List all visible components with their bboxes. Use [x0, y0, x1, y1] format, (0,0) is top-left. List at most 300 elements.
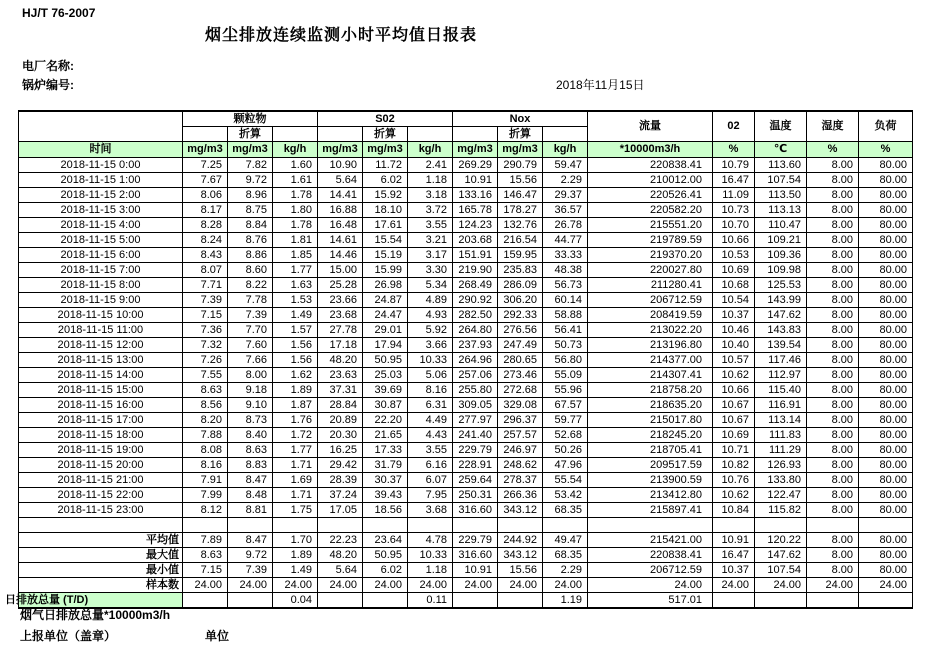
table-cell: 8.00: [807, 203, 859, 218]
table-cell: 8.00: [807, 428, 859, 443]
table-cell: 59.77: [543, 413, 588, 428]
table-cell: 44.77: [543, 233, 588, 248]
table-cell: 8.17: [183, 203, 228, 218]
temperature-unit: ℃: [755, 142, 807, 158]
table-cell: 18.10: [363, 203, 408, 218]
table-cell: 248.62: [498, 458, 543, 473]
load-unit: %: [859, 142, 913, 158]
table-cell: 80.00: [859, 563, 913, 578]
table-cell: 1.85: [273, 248, 318, 263]
table-cell: 30.37: [363, 473, 408, 488]
table-cell: 58.88: [543, 308, 588, 323]
table-cell: 9.72: [228, 173, 273, 188]
unit-cell: mg/m3: [228, 142, 273, 158]
data-row: [19, 188, 913, 203]
table-cell: 1.70: [273, 533, 318, 548]
table-cell: 206712.59: [588, 293, 713, 308]
table-cell: 80.00: [859, 218, 913, 233]
table-cell: 316.60: [453, 548, 498, 563]
data-row: [19, 338, 913, 353]
table-cell: 10.62: [713, 488, 755, 503]
table-cell: 17.05: [318, 503, 363, 518]
table-cell: 11.72: [363, 158, 408, 173]
data-row: [19, 353, 913, 368]
table-cell: 24.00: [859, 578, 913, 593]
table-cell: 1.18: [408, 173, 453, 188]
table-cell: 80.00: [859, 278, 913, 293]
unit-cell: kg/h: [273, 142, 318, 158]
table-cell: 147.62: [755, 308, 807, 323]
table-cell: 80.00: [859, 233, 913, 248]
table-cell: 1.53: [273, 293, 318, 308]
table-cell: 48.38: [543, 263, 588, 278]
report-date: 2018年11月15日: [556, 78, 645, 92]
table-cell: 10.57: [713, 353, 755, 368]
data-row: [19, 173, 913, 188]
unit-cell: kg/h: [408, 142, 453, 158]
table-cell: 7.60: [228, 338, 273, 353]
table-cell: 215551.20: [588, 218, 713, 233]
time-cell: 2018-11-15 4:00: [19, 218, 183, 233]
table-cell: 10.71: [713, 443, 755, 458]
table-cell: [498, 593, 543, 609]
table-cell: 218635.20: [588, 398, 713, 413]
table-cell: 31.79: [363, 458, 408, 473]
table-cell: 15.00: [318, 263, 363, 278]
empty-cell: [807, 518, 859, 533]
table-cell: 10.69: [713, 263, 755, 278]
table-cell: 8.00: [807, 308, 859, 323]
unit-cell: mg/m3: [318, 142, 363, 158]
empty-cell: [183, 518, 228, 533]
table-cell: 80.00: [859, 368, 913, 383]
table-cell: 237.93: [453, 338, 498, 353]
so2-group-header: S02: [318, 111, 453, 127]
table-cell: 80.00: [859, 203, 913, 218]
table-cell: 8.00: [807, 458, 859, 473]
table-cell: 115.82: [755, 503, 807, 518]
table-cell: 290.92: [453, 293, 498, 308]
empty-cell: [408, 518, 453, 533]
data-row: [19, 293, 913, 308]
table-cell: 146.47: [498, 188, 543, 203]
time-cell: 2018-11-15 8:00: [19, 278, 183, 293]
table-cell: 8.06: [183, 188, 228, 203]
table-cell: 165.78: [453, 203, 498, 218]
table-cell: 206712.59: [588, 563, 713, 578]
table-cell: 67.57: [543, 398, 588, 413]
table-cell: [713, 593, 755, 609]
table-cell: 9.18: [228, 383, 273, 398]
table-cell: 215017.80: [588, 413, 713, 428]
table-cell: 1.77: [273, 443, 318, 458]
table-cell: 211280.41: [588, 278, 713, 293]
table-cell: 266.36: [498, 488, 543, 503]
table-cell: 25.28: [318, 278, 363, 293]
table-cell: 17.61: [363, 218, 408, 233]
empty-cell: [318, 518, 363, 533]
pm-converted-header: 折算: [228, 127, 273, 142]
table-cell: 7.82: [228, 158, 273, 173]
data-row: [19, 263, 913, 278]
table-cell: 10.90: [318, 158, 363, 173]
table-cell: 16.48: [318, 218, 363, 233]
table-cell: 8.00: [807, 248, 859, 263]
table-cell: 30.87: [363, 398, 408, 413]
empty-cell: [453, 127, 498, 142]
table-cell: 10.46: [713, 323, 755, 338]
table-cell: 309.05: [453, 398, 498, 413]
data-row: [19, 233, 913, 248]
table-cell: 143.83: [755, 323, 807, 338]
table-cell: 10.91: [453, 173, 498, 188]
table-cell: 1.57: [273, 323, 318, 338]
table-cell: 517.01: [588, 593, 713, 609]
table-cell: 55.54: [543, 473, 588, 488]
table-cell: 6.07: [408, 473, 453, 488]
table-cell: 1.71: [273, 458, 318, 473]
table-cell: 7.39: [228, 308, 273, 323]
empty-cell: [755, 518, 807, 533]
table-cell: 60.14: [543, 293, 588, 308]
table-cell: 50.95: [363, 548, 408, 563]
table-cell: 8.75: [228, 203, 273, 218]
time-cell: 2018-11-15 11:00: [19, 323, 183, 338]
table-cell: 257.06: [453, 368, 498, 383]
data-row: [19, 218, 913, 233]
table-cell: 241.40: [453, 428, 498, 443]
table-cell: 1.60: [273, 158, 318, 173]
table-cell: 1.75: [273, 503, 318, 518]
time-cell: 2018-11-15 20:00: [19, 458, 183, 473]
load-header: 负荷: [859, 111, 913, 142]
summary-row: [19, 578, 913, 593]
table-cell: 1.89: [273, 383, 318, 398]
table-cell: 8.00: [807, 473, 859, 488]
table-cell: 124.23: [453, 218, 498, 233]
summary-label: 平均值: [19, 533, 183, 548]
table-cell: 6.02: [363, 173, 408, 188]
table-cell: 316.60: [453, 503, 498, 518]
o2-unit: %: [713, 142, 755, 158]
table-cell: 1.77: [273, 263, 318, 278]
table-cell: 7.15: [183, 308, 228, 323]
table-cell: 80.00: [859, 248, 913, 263]
time-cell: 2018-11-15 16:00: [19, 398, 183, 413]
time-cell: 2018-11-15 13:00: [19, 353, 183, 368]
table-cell: 8.00: [807, 173, 859, 188]
table-cell: 8.20: [183, 413, 228, 428]
data-row: [19, 473, 913, 488]
table-cell: 49.47: [543, 533, 588, 548]
table-cell: 1.81: [273, 233, 318, 248]
time-column-header: 时间: [19, 142, 183, 158]
table-cell: 280.65: [498, 353, 543, 368]
time-cell: 2018-11-15 1:00: [19, 173, 183, 188]
table-cell: 8.28: [183, 218, 228, 233]
table-cell: 147.62: [755, 548, 807, 563]
unit-cell: mg/m3: [183, 142, 228, 158]
table-cell: 7.67: [183, 173, 228, 188]
table-cell: 39.43: [363, 488, 408, 503]
time-cell: 2018-11-15 17:00: [19, 413, 183, 428]
table-cell: 219370.20: [588, 248, 713, 263]
unit-label: 单位: [205, 629, 230, 643]
table-cell: 107.54: [755, 173, 807, 188]
table-cell: 24.00: [183, 578, 228, 593]
empty-cell: [273, 127, 318, 142]
table-cell: 8.16: [408, 383, 453, 398]
table-cell: 8.86: [228, 248, 273, 263]
table-cell: 10.79: [713, 158, 755, 173]
table-cell: 216.54: [498, 233, 543, 248]
table-cell: 178.27: [498, 203, 543, 218]
table-cell: 1.80: [273, 203, 318, 218]
table-cell: [755, 593, 807, 609]
table-cell: 273.46: [498, 368, 543, 383]
table-cell: 126.93: [755, 458, 807, 473]
empty-cell: [363, 518, 408, 533]
table-cell: 292.33: [498, 308, 543, 323]
temperature-header: 温度: [755, 111, 807, 142]
table-cell: 1.87: [273, 398, 318, 413]
table-cell: 8.00: [807, 413, 859, 428]
table-cell: 218705.41: [588, 443, 713, 458]
table-cell: 213196.80: [588, 338, 713, 353]
table-cell: 10.62: [713, 368, 755, 383]
table-cell: 8.81: [228, 503, 273, 518]
table-cell: 235.83: [498, 263, 543, 278]
table-cell: 5.64: [318, 173, 363, 188]
table-cell: 3.72: [408, 203, 453, 218]
summary-row: [19, 548, 913, 563]
report-unit-label: 上报单位（盖章）: [20, 629, 117, 643]
table-cell: 3.68: [408, 503, 453, 518]
table-cell: 8.00: [228, 368, 273, 383]
table-cell: 80.00: [859, 323, 913, 338]
empty-cell: [588, 518, 713, 533]
humidity-header: 湿度: [807, 111, 859, 142]
table-cell: [183, 593, 228, 609]
table-cell: 23.68: [318, 308, 363, 323]
table-cell: 10.66: [713, 233, 755, 248]
table-cell: 80.00: [859, 308, 913, 323]
table-cell: 8.00: [807, 218, 859, 233]
table-cell: 3.55: [408, 443, 453, 458]
table-cell: 80.00: [859, 443, 913, 458]
table-cell: 29.01: [363, 323, 408, 338]
table-cell: 80.00: [859, 263, 913, 278]
time-cell: 2018-11-15 0:00: [19, 158, 183, 173]
table-cell: 7.95: [408, 488, 453, 503]
table-cell: 290.79: [498, 158, 543, 173]
table-cell: 8.63: [183, 548, 228, 563]
table-cell: 255.80: [453, 383, 498, 398]
table-cell: 8.43: [183, 248, 228, 263]
table-cell: 29.42: [318, 458, 363, 473]
table-cell: 1.76: [273, 413, 318, 428]
table-cell: 20.89: [318, 413, 363, 428]
table-cell: 329.08: [498, 398, 543, 413]
table-cell: 33.33: [543, 248, 588, 263]
table-cell: 220838.41: [588, 158, 713, 173]
table-cell: 6.16: [408, 458, 453, 473]
table-cell: 8.00: [807, 338, 859, 353]
table-cell: 109.21: [755, 233, 807, 248]
table-cell: 5.34: [408, 278, 453, 293]
unit-cell: kg/h: [543, 142, 588, 158]
table-cell: 11.09: [713, 188, 755, 203]
table-cell: 244.92: [498, 533, 543, 548]
table-cell: 8.12: [183, 503, 228, 518]
table-cell: 343.12: [498, 548, 543, 563]
table-cell: 3.30: [408, 263, 453, 278]
table-cell: 24.00: [543, 578, 588, 593]
data-row: [19, 428, 913, 443]
data-row: [19, 488, 913, 503]
table-cell: 15.56: [498, 563, 543, 578]
data-row: [19, 323, 913, 338]
table-cell: 4.93: [408, 308, 453, 323]
time-cell: 2018-11-15 22:00: [19, 488, 183, 503]
table-cell: 1.71: [273, 488, 318, 503]
empty-cell: [453, 518, 498, 533]
time-cell: 2018-11-15 7:00: [19, 263, 183, 278]
table-cell: 8.48: [228, 488, 273, 503]
table-cell: 24.87: [363, 293, 408, 308]
plant-name-label: 电厂名称:: [22, 59, 74, 73]
table-cell: 219.90: [453, 263, 498, 278]
table-cell: 7.39: [228, 563, 273, 578]
table-cell: 10.70: [713, 218, 755, 233]
table-cell: [363, 593, 408, 609]
table-cell: 7.88: [183, 428, 228, 443]
table-cell: 8.73: [228, 413, 273, 428]
table-cell: 125.53: [755, 278, 807, 293]
table-cell: 220027.80: [588, 263, 713, 278]
table-cell: 8.00: [807, 188, 859, 203]
table-cell: 120.22: [755, 533, 807, 548]
data-row: [19, 368, 913, 383]
table-cell: 133.80: [755, 473, 807, 488]
data-row: [19, 383, 913, 398]
table-cell: 1.89: [273, 548, 318, 563]
table-cell: 7.32: [183, 338, 228, 353]
table-cell: 8.16: [183, 458, 228, 473]
table-cell: 1.62: [273, 368, 318, 383]
table-cell: 133.16: [453, 188, 498, 203]
table-cell: 15.99: [363, 263, 408, 278]
data-row: [19, 203, 913, 218]
table-cell: 59.47: [543, 158, 588, 173]
data-row: [19, 248, 913, 263]
table-cell: 15.92: [363, 188, 408, 203]
table-cell: 1.18: [408, 563, 453, 578]
table-cell: 5.64: [318, 563, 363, 578]
time-cell: 2018-11-15 5:00: [19, 233, 183, 248]
table-cell: 80.00: [859, 353, 913, 368]
table-cell: 56.41: [543, 323, 588, 338]
table-cell: 24.00: [807, 578, 859, 593]
table-cell: 80.00: [859, 398, 913, 413]
table-cell: 268.49: [453, 278, 498, 293]
table-cell: 209517.59: [588, 458, 713, 473]
table-cell: 8.00: [807, 293, 859, 308]
table-cell: 24.00: [453, 578, 498, 593]
pm-group-header: 颗粒物: [183, 111, 318, 127]
page-title: 烟尘排放连续监测小时平均值日报表: [205, 27, 478, 44]
table-cell: 8.56: [183, 398, 228, 413]
standard-code: HJ/T 76-2007: [22, 6, 96, 20]
summary-label: 最大值: [19, 548, 183, 563]
empty-cell: [273, 518, 318, 533]
table-cell: 80.00: [859, 188, 913, 203]
table-cell: 14.41: [318, 188, 363, 203]
table-cell: 7.25: [183, 158, 228, 173]
table-cell: 55.09: [543, 368, 588, 383]
table-cell: 37.24: [318, 488, 363, 503]
table-cell: 132.76: [498, 218, 543, 233]
table-cell: 37.31: [318, 383, 363, 398]
table-cell: 8.08: [183, 443, 228, 458]
table-cell: 68.35: [543, 503, 588, 518]
table-cell: 15.56: [498, 173, 543, 188]
table-cell: 80.00: [859, 428, 913, 443]
table-cell: 36.57: [543, 203, 588, 218]
empty-cell: [408, 127, 453, 142]
table-cell: 208419.59: [588, 308, 713, 323]
table-cell: 1.56: [273, 338, 318, 353]
table-cell: 24.00: [498, 578, 543, 593]
table-cell: [807, 593, 859, 609]
table-cell: 8.00: [807, 548, 859, 563]
table-cell: 107.54: [755, 563, 807, 578]
table-cell: 8.83: [228, 458, 273, 473]
table-cell: 4.78: [408, 533, 453, 548]
table-cell: 8.47: [228, 473, 273, 488]
table-cell: 219789.59: [588, 233, 713, 248]
data-row: [19, 278, 913, 293]
empty-cell: [228, 518, 273, 533]
table-cell: 24.00: [408, 578, 453, 593]
table-cell: 276.56: [498, 323, 543, 338]
table-cell: 8.00: [807, 533, 859, 548]
nox-group-header: Nox: [453, 111, 588, 127]
time-cell: 2018-11-15 9:00: [19, 293, 183, 308]
table-cell: 210012.00: [588, 173, 713, 188]
table-cell: 24.00: [755, 578, 807, 593]
table-cell: 10.68: [713, 278, 755, 293]
table-cell: 1.78: [273, 188, 318, 203]
table-cell: 29.37: [543, 188, 588, 203]
table-cell: 215897.41: [588, 503, 713, 518]
time-cell: 2018-11-15 21:00: [19, 473, 183, 488]
boiler-no-label: 锅炉编号:: [22, 78, 74, 92]
table-cell: 14.61: [318, 233, 363, 248]
table-cell: 15.19: [363, 248, 408, 263]
table-cell: 1.72: [273, 428, 318, 443]
table-cell: 53.42: [543, 488, 588, 503]
table-cell: 16.47: [713, 173, 755, 188]
table-cell: 113.60: [755, 158, 807, 173]
summary-row: [19, 563, 913, 578]
monitoring-table: [5, 110, 913, 609]
table-cell: 6.31: [408, 398, 453, 413]
table-cell: 80.00: [859, 413, 913, 428]
table-cell: 21.65: [363, 428, 408, 443]
table-cell: 2.29: [543, 563, 588, 578]
table-cell: 7.89: [183, 533, 228, 548]
